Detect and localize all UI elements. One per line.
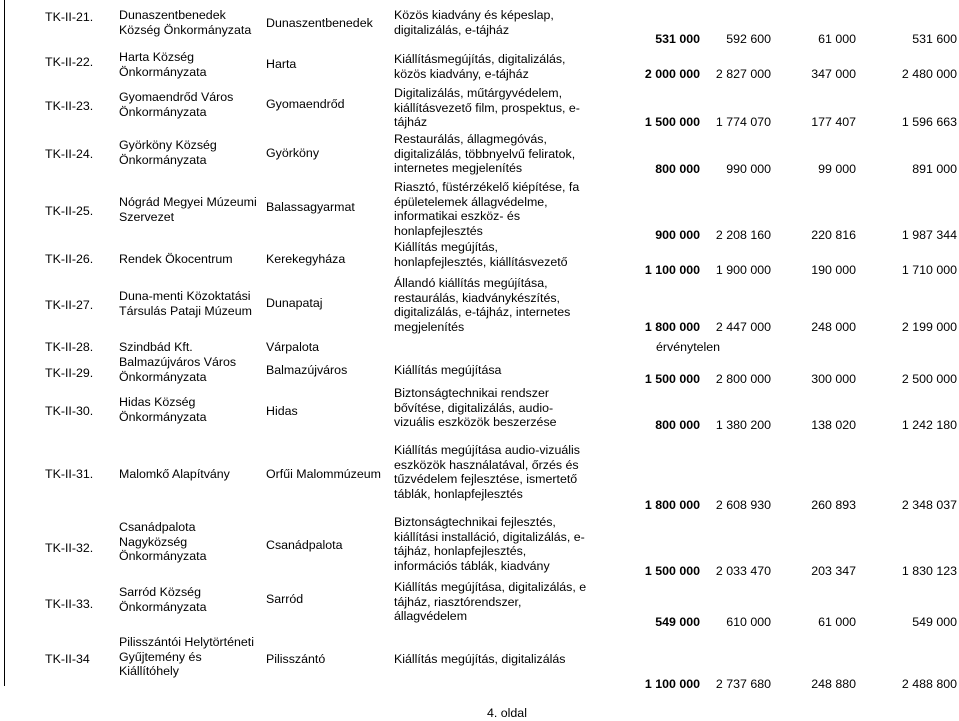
city: Várpalota [266, 340, 320, 354]
grant-amount: 1 242 180 [901, 418, 957, 432]
organization-line: Nógrád Megyei Múzeumi [119, 195, 257, 209]
organization-line: Önkormányzata [119, 549, 207, 564]
own-funds: 203 347 [811, 564, 856, 578]
project-line: kiállítási installáció, digitalizálás, e- [394, 529, 585, 544]
left-border-line [4, 0, 5, 686]
project-line: tűzvédelem fejlesztése, ismertető [394, 472, 578, 487]
project-line: közös kiadvány, e-tájház [394, 66, 529, 81]
organization-line: Önkormányzata [119, 599, 207, 614]
requested-amount: 1 100 000 [644, 263, 700, 277]
own-funds: 177 407 [811, 115, 856, 129]
total-cost: 2 033 470 [715, 564, 771, 578]
requested-amount: 800 000 [655, 162, 700, 176]
city: Dunapataj [266, 296, 323, 310]
organization-line: Pilisszántói Helytörténeti [119, 635, 254, 649]
row-id: TK-II-24. [45, 147, 94, 161]
row-id: TK-II-22. [45, 55, 94, 69]
city: Harta [266, 57, 297, 71]
total-cost: 592 600 [726, 32, 771, 46]
project-line: Kiállítás megújítása [394, 363, 502, 377]
total-cost: 2 800 000 [715, 372, 771, 386]
total-cost: 2 208 160 [715, 228, 771, 242]
city: Pilisszántó [266, 652, 326, 666]
organization-line: Önkormányzata [119, 409, 207, 424]
project-line: információs táblák, kiadvány [394, 558, 550, 573]
row-id: TK-II-27. [45, 298, 94, 312]
grant-amount: 2 500 000 [901, 372, 957, 386]
own-funds: 99 000 [818, 162, 856, 176]
organization-line: Társulás Pataji Múzeum [119, 303, 252, 318]
project-line: Biztonságtechnikai rendszer [394, 386, 549, 400]
organization-line: Nagyközség [119, 534, 188, 549]
requested-amount: 1 500 000 [644, 564, 700, 578]
own-funds: 138 020 [811, 418, 856, 432]
project-line: tájház, riasztórendszer, [394, 594, 522, 609]
row-id: TK-II-32. [45, 541, 94, 555]
organization-line: Csanádpalota [119, 520, 196, 534]
row-id: TK-II-28. [45, 340, 94, 354]
row-id: TK-II-21. [45, 10, 94, 24]
grant-amount: 2 199 000 [901, 320, 957, 334]
grant-amount: 2 488 800 [901, 677, 957, 691]
city: Balmazújváros [266, 363, 348, 377]
grant-amount: 1 830 123 [901, 564, 957, 578]
project-line: Kiállításmegújítás, digitalizálás, [394, 52, 566, 66]
total-cost: 1 380 200 [715, 418, 771, 432]
organization-line: Önkormányzata [119, 64, 207, 79]
row-id: TK-II-31. [45, 467, 94, 481]
requested-amount: 1 500 000 [644, 372, 700, 386]
own-funds: 190 000 [811, 263, 856, 277]
organization-line: Duna-menti Közoktatási [119, 289, 251, 303]
organization-line: Önkormányzata [119, 104, 207, 119]
project-line: tájház, honlapfejlesztés, [394, 544, 527, 559]
project-line: állagvédelem [394, 609, 468, 624]
organization-line: Község Önkormányzata [119, 22, 252, 37]
own-funds: 300 000 [811, 372, 856, 386]
requested-amount: 1 800 000 [644, 320, 700, 334]
project-line: Kiállítás megújítása, digitalizálás, e [394, 580, 587, 594]
row-id: TK-II-30. [45, 404, 94, 418]
requested-amount: 549 000 [655, 615, 700, 629]
grant-amount: 1 987 344 [901, 228, 957, 242]
total-cost: 1 774 070 [715, 115, 771, 129]
page-number: 4. oldal [487, 706, 527, 720]
own-funds: 248 880 [811, 677, 856, 691]
project-line: Közös kiadvány és képeslap, [394, 8, 554, 22]
organization-line: Malomkő Alapítvány [119, 467, 230, 481]
project-line: digitalizálás, e-tájház [394, 22, 510, 37]
row-id: TK-II-33. [45, 597, 94, 611]
organization-line: Gyomaendrőd Város [119, 90, 234, 104]
own-funds: 220 816 [811, 228, 856, 242]
organization-line: Kiállítóhely [119, 664, 179, 679]
project-line: digitalizálás, e-tájház, internetes [394, 305, 571, 320]
organization-line: Szervezet [119, 209, 175, 224]
city: Csanádpalota [266, 538, 343, 552]
project-line: táblák, honlapfejlesztés [394, 486, 523, 501]
project-line: Restaurálás, állagmegóvás, [394, 132, 547, 146]
organization-line: Sarród Község [119, 585, 201, 599]
total-cost: 2 827 000 [715, 67, 771, 81]
total-cost: 2 447 000 [715, 320, 771, 334]
organization-line: Dunaszentbenedek [119, 8, 226, 22]
total-cost: 2 608 930 [715, 498, 771, 512]
grant-amount: 1 710 000 [901, 263, 957, 277]
total-cost: 990 000 [726, 162, 771, 176]
project-line: Kiállítás megújítás, digitalizálás [394, 652, 566, 666]
project-line: informatikai eszköz- és [394, 209, 521, 224]
requested-amount: 531 000 [655, 32, 700, 46]
project-line: restaurálás, kiadványkészítés, [394, 290, 560, 305]
city: Dunaszentbenedek [266, 16, 373, 30]
project-line: vizuális eszközök beszerzése [394, 415, 557, 430]
organization-line: Hidas Község [119, 395, 196, 409]
total-cost: 610 000 [726, 615, 771, 629]
organization-line: Szindbád Kft. [119, 340, 193, 354]
row-id: TK-II-29. [45, 366, 94, 380]
project-line: Riasztó, füstérzékelő kiépítése, fa [394, 180, 580, 194]
requested-amount: 800 000 [655, 418, 700, 432]
requested-amount: 1 800 000 [644, 498, 700, 512]
project-line: honlapfejlesztés [394, 223, 483, 238]
own-funds: 260 893 [811, 498, 856, 512]
grant-amount: 531 600 [912, 32, 957, 46]
row-id: TK-II-23. [45, 99, 94, 113]
requested-amount: 900 000 [655, 228, 700, 242]
row-id: TK-II-26. [45, 252, 94, 266]
grant-amount: 2 348 037 [901, 498, 957, 512]
organization-line: Rendek Ökocentrum [119, 252, 233, 266]
own-funds: 61 000 [818, 32, 856, 46]
project-line: Állandó kiállítás megújítása, [394, 276, 548, 290]
project-line: honlapfejlesztés, kiállításvezető [394, 254, 568, 269]
requested-amount: 1 500 000 [644, 115, 700, 129]
row-id: TK-II-34 [45, 652, 90, 666]
project-line: Biztonságtechnikai fejlesztés, [394, 515, 556, 529]
city: Orfűi Malommúzeum [266, 467, 381, 481]
project-line: épületelemek állagvédelme, [394, 194, 548, 209]
own-funds: 61 000 [818, 615, 856, 629]
project-line: kiállításvezető film, prospektus, e- [394, 100, 580, 115]
grant-amount: 549 000 [912, 615, 957, 629]
project-line: bővítése, digitalizálás, audio- [394, 400, 554, 415]
city: Györköny [266, 146, 320, 160]
organization-line: Györköny Község [119, 138, 217, 152]
project-line: megjelenítés [394, 319, 465, 334]
own-funds: 347 000 [811, 67, 856, 81]
grant-amount: 2 480 000 [901, 67, 957, 81]
organization-line: Önkormányzata [119, 152, 207, 167]
city: Gyomaendrőd [266, 97, 345, 111]
city: Kerekegyháza [266, 252, 346, 266]
project-line: Digitalizálás, műtárgyvédelem, [394, 86, 563, 100]
project-line: eszközök használatával, őrzés és [394, 457, 579, 472]
requested-amount: 2 000 000 [644, 67, 700, 81]
project-line: tájház [394, 115, 428, 130]
city: Hidas [266, 404, 298, 418]
total-cost: 1 900 000 [715, 263, 771, 277]
project-line: Kiállítás megújítás, [394, 240, 498, 254]
project-line: internetes megjelenítés [394, 161, 523, 176]
project-line: Kiállítás megújítása audio-vizuális [394, 443, 580, 457]
project-line: digitalizálás, többnyelvű feliratok, [394, 146, 576, 161]
requested-amount: 1 100 000 [644, 677, 700, 691]
row-id: TK-II-25. [45, 204, 94, 218]
city: Balassagyarmat [266, 200, 355, 214]
own-funds: 248 000 [811, 320, 856, 334]
total-cost: 2 737 680 [715, 677, 771, 691]
organization-line: Gyűjtemény és [119, 649, 202, 664]
city: Sarród [266, 592, 304, 606]
grant-amount: 891 000 [912, 162, 957, 176]
status-text: érvénytelen [656, 340, 721, 354]
organization-line: Harta Község [119, 50, 195, 64]
organization-line: Balmazújváros Város [119, 355, 237, 369]
organization-line: Önkormányzata [119, 369, 207, 384]
grant-amount: 1 596 663 [901, 115, 957, 129]
